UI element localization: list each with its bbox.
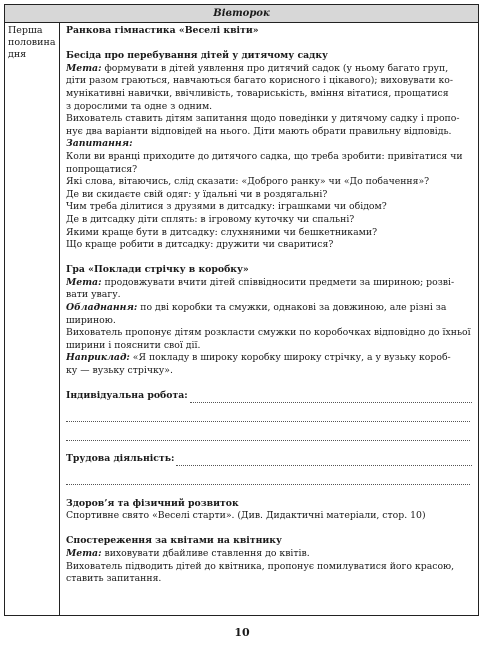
text-line: Вихователь пропонує дітям розкласти смужки по коробочках відповідно до їхньої xyxy=(66,327,471,339)
text-line: вати увагу. xyxy=(66,289,121,301)
fill-in-line xyxy=(66,428,470,441)
section-title: Здоров’я та фізичний розвиток xyxy=(66,497,239,509)
goal-text: виховувати дбайливе ставлення до квітів. xyxy=(101,547,310,559)
time-label-line: половина xyxy=(8,37,56,48)
section-title: Гра «Поклади стрічку в коробку» xyxy=(66,264,249,276)
question-line: Що краще робити в дитсадку: дружити чи сваритися? xyxy=(66,239,334,251)
fill-in-line xyxy=(66,409,470,422)
time-label-line: дня xyxy=(8,49,27,60)
question-line: Які слова, вітаючись, слід сказати: «Доброго ранку» чи «До побачення»? xyxy=(66,176,430,188)
equipment-line xyxy=(66,302,472,315)
text-line: ширини і пояснити свої дії. xyxy=(66,339,201,351)
text-line: діти разом граються, навчаються багато корисного і цікавого); виховувати ко- xyxy=(66,75,454,87)
questions-label: Запитання: xyxy=(66,138,133,150)
text-line: Вихователь підводить дітей до квітника, пропонує помилуватися його красою, xyxy=(66,560,455,572)
text-line: ставить запитання. xyxy=(66,573,162,585)
section-title: Бесіда про перебування дітей у дитячому садку xyxy=(66,50,328,62)
question-line: Де ви скидаєте свій одяг: у їдальні чи в роздягальні? xyxy=(66,188,328,200)
goal-text: продовжувати вчити дітей співвідносити предмети за шириною; розві- xyxy=(101,276,455,288)
labour-activity-row xyxy=(66,453,472,466)
fill-in-line xyxy=(190,392,472,403)
goal-label: Мета: xyxy=(66,547,102,559)
text-line: Вихователь ставить дітям запитання щодо поведінки у дитячому садку і пропо- xyxy=(66,113,460,125)
example-label: Наприклад: xyxy=(66,352,130,364)
text-line: ку — вузьку стрічку». xyxy=(66,365,173,377)
text-line: нує два варіанти відповідей на нього. Діти мають обрати правильну відповідь. xyxy=(66,125,452,137)
fill-in-line xyxy=(176,455,472,466)
goal-label: Мета: xyxy=(66,276,102,288)
example-text: «Я покладу в широку коробку широку стрічку, а у вузьку короб- xyxy=(129,352,451,364)
text-line: з дорослими та одне з одним. xyxy=(66,100,213,112)
text-line: Спортивне свято «Веселі старти». (Див. Дидактичні матеріали, стор. 10) xyxy=(66,510,426,522)
example-line xyxy=(66,352,472,365)
goal-line xyxy=(66,63,472,76)
section-title: Спостереження за квітами на квітнику xyxy=(66,535,282,547)
time-column xyxy=(5,22,60,615)
individual-work-row xyxy=(66,390,472,403)
goal-line xyxy=(66,277,472,290)
goal-text: формувати в дітей уявлення про дитячий садок (у ньому багато груп, xyxy=(101,62,449,74)
goal-label: Мета: xyxy=(66,62,102,74)
goal-line xyxy=(66,548,472,561)
question-line: Де в дитсадку діти сплять: в ігровому куточку чи спальні? xyxy=(66,213,355,225)
day-header: Вівторок xyxy=(5,5,478,23)
equipment-label: Обладнання: xyxy=(66,302,138,314)
question-line: Коли ви вранці приходите до дитячого садка, що треба зробити: привітатися чи xyxy=(66,150,463,162)
section-title: Ранкова гімнастика «Веселі квіти» xyxy=(66,25,259,36)
individual-work-label: Індивідуальна робота: xyxy=(66,390,188,402)
activities-column xyxy=(60,22,478,615)
text-line: мунікативні навички, ввічливість, товариськість, вміння вітатися, прощатися xyxy=(66,87,449,99)
fill-in-line xyxy=(66,472,470,485)
schedule-table xyxy=(4,4,479,616)
equipment-text: по дві коробки та смужки, однакові за довжиною, але різні за xyxy=(137,302,447,314)
question-line: Чим треба ділитися з друзями в дитсадку: іграшками чи обідом? xyxy=(66,201,387,213)
time-label-line: Перша xyxy=(8,25,43,36)
text-line: шириною. xyxy=(66,314,116,326)
question-line: попрощатися? xyxy=(66,163,138,175)
labour-activity-label: Трудова діяльність: xyxy=(66,453,175,465)
question-line: Якими краще бути в дитсадку: слухняними чи бешкетниками? xyxy=(66,226,378,238)
page-number: 10 xyxy=(234,626,250,639)
